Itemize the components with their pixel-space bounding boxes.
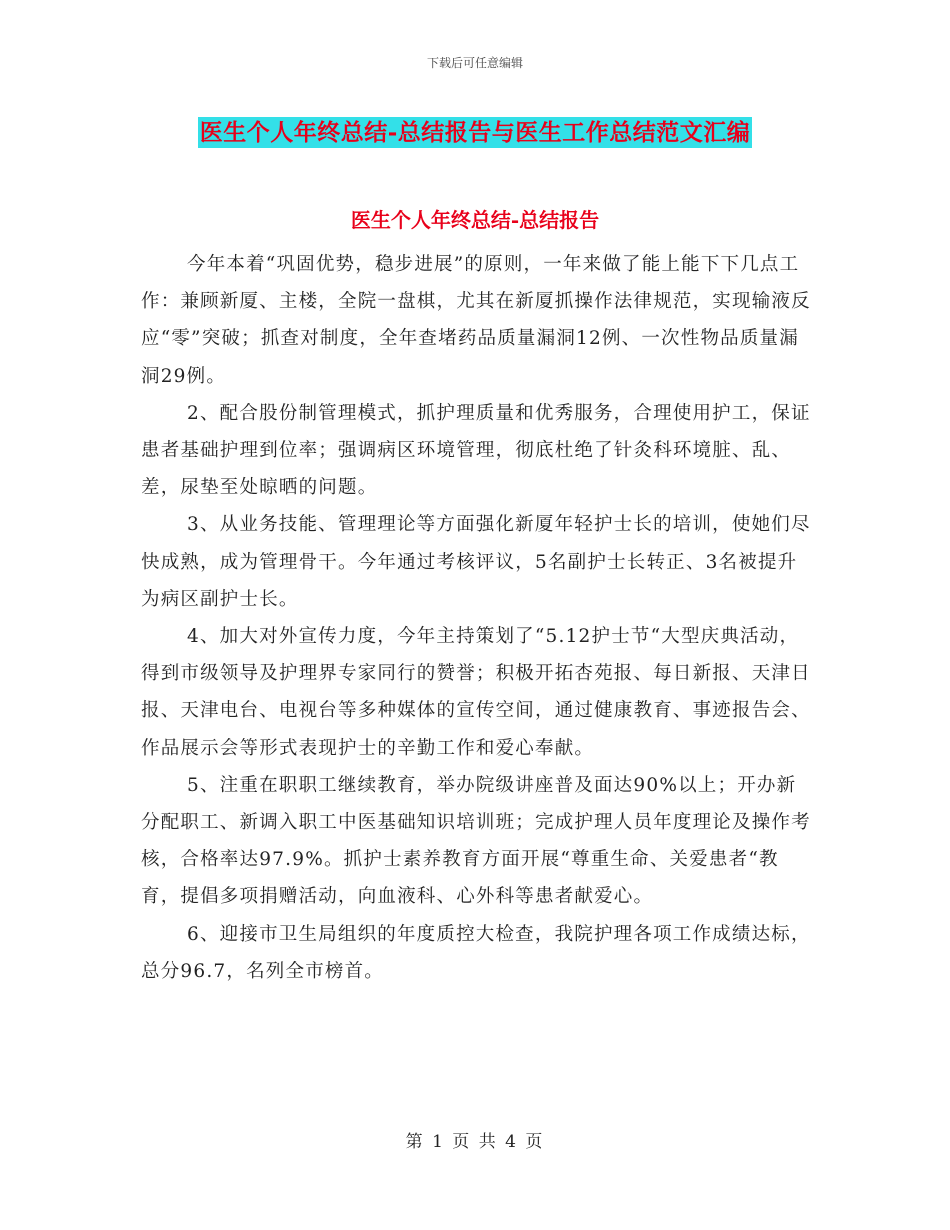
- paragraph-4: 4、加大对外宣传力度，今年主持策划了“5.12护士节“大型庆典活动，得到市级领导及护理界专家同行的赞誉；积极开拓杏苑报、每日新报、天津日报、天津电台、电视台等多种媒体的宣传空间，通过健康教育、事迹报告会、作品展示会等形式表现护士的辛勤工作和爱心奉献。: [141, 626, 811, 759]
- section-title: 医生个人年终总结-总结报告: [350, 208, 600, 232]
- paragraph-3: 3、从业务技能、管理理论等方面强化新厦年轻护士长的培训，使她们尽快成熟，成为管理骨干。今年通过考核评议，5名副护士长转正、3名被提升为病区副护士长。: [141, 514, 811, 610]
- page-number-footer: 第 1 页 共 4 页: [405, 1132, 545, 1152]
- paragraph-6: 6、迎接市卫生局组织的年度质控大检查，我院护理各项工作成绩达标，总分96.7，名列全市榜首。: [141, 923, 811, 982]
- body-text: [141, 246, 811, 990]
- page-header-note: 下载后可任意编辑: [426, 56, 523, 70]
- paragraph-2: 2、配合股份制管理模式，抓护理质量和优秀服务，合理使用护工，保证患者基础护理到位率；强调病区环境管理，彻底杜绝了针灸科环境脏、乱、差，尿垫至处晾晒的问题。: [141, 402, 811, 499]
- document-title-text: 医生个人年终总结-总结报告与医生工作总结范文汇编: [199, 119, 751, 146]
- document-title: [0, 114, 950, 147]
- paragraph-5: 5、注重在职职工继续教育，举办院级讲座普及面达90%以上；开办新分配职工、新调入职工中医基础知识培训班；完成护理人员年度理论及操作考核，合格率达97.9%。抓护士素养教育方面开展“尊重生命、关爱患者“教育，提倡多项捐赠活动，向血液科、心外科等患者献爱心。: [141, 774, 811, 908]
- paragraph-1: 今年本着“巩固优势，稳步进展”的原则，一年来做了能上能下下几点工作：兼顾新厦、主楼，全院一盘棋，尤其在新厦抓操作法律规范，实现输液反应“零”突破；抓查对制度，全年查堵药品质量漏洞12例、一次性物品质量漏洞29例。: [141, 254, 811, 387]
